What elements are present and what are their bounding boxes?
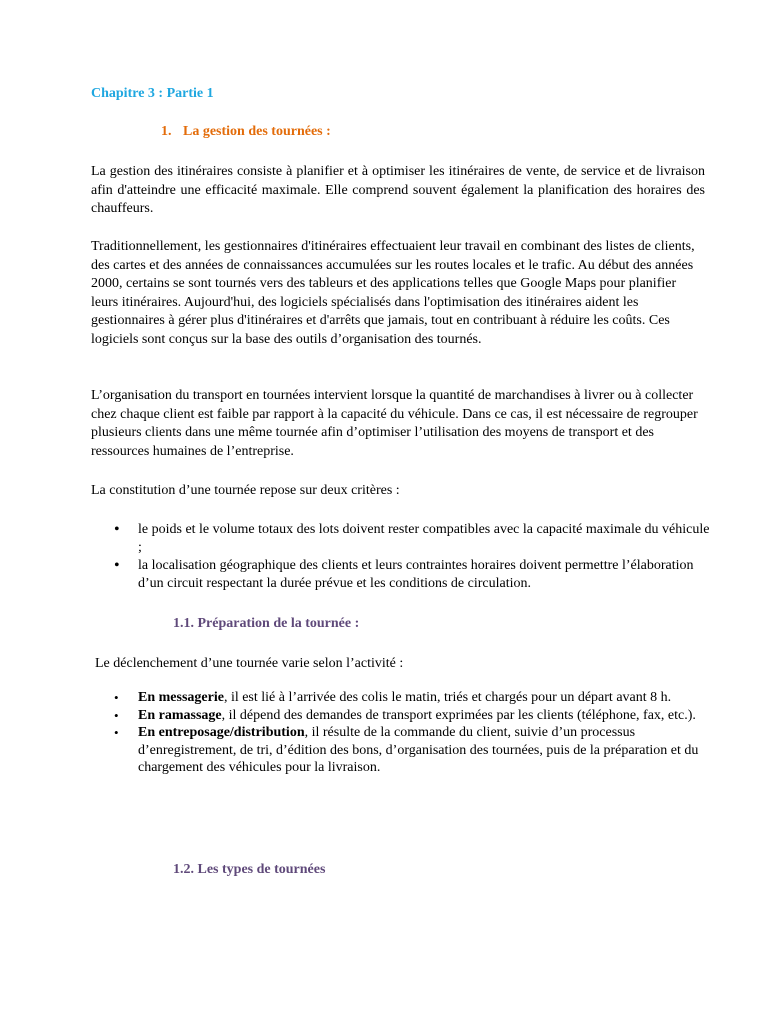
list-item: [112, 557, 712, 592]
subsection-heading-preparation: 1.1. Préparation de la tournée :: [173, 616, 360, 631]
list-item-text: , il est lié à l’arrivée des colis le matin, triés et chargés pour un départ avant 8 h.: [223, 690, 672, 705]
list-item-term: En entreposage/distribution: [138, 725, 305, 740]
list-item: [112, 724, 712, 777]
list-item-term: En messagerie: [138, 690, 224, 705]
paragraph-intro: La gestion des itinéraires consiste à planifier et à optimiser les itinéraires de vente, de service et de livraison afin d'atteindre une efficacité maximale. Elle comprend souvent également la planification des horaires des chauffeurs.: [91, 164, 705, 216]
list-item: [112, 521, 712, 556]
list-item-term: En ramassage: [138, 707, 222, 723]
bullet-icon: •: [114, 557, 120, 574]
section-title: La gestion des tournées :: [183, 124, 331, 139]
activity-list: [112, 689, 712, 777]
bullet-icon: •: [114, 690, 119, 705]
bullet-icon: •: [114, 707, 119, 723]
paragraph-traditional: Traditionnellement, les gestionnaires d'itinéraires effectuaient leur travail en combinant des listes de clients, des cartes et des années de connaissances accumulées sur les routes locales et le trafic. Au début des années 2000, certains se sont tournés vers des tableurs et des applications telles que Google Maps pour planifier leurs itinéraires. Aujourd'hui, des logiciels spécialisés dans l'optimisation des itinéraires aident les gestionnaires à gérer plus d'itinéraires et d'arrêts que jamais, tout en contribuant à réduire les coûts. Ces logiciels sont conçus sur la base des outils d’organisation des tournés.: [91, 239, 695, 347]
paragraph-organisation: L’organisation du transport en tournées intervient lorsque la quantité de marchandises à livrer ou à collecter chez chaque client est faible par rapport à la capacité du véhicule. Dans ce cas, il est nécessaire de regrouper plusieurs clients dans une même tournée afin d’optimiser l’utilisation des moyens de transport et des ressources humaines de l’entreprise.: [91, 388, 698, 459]
paragraph-criteria-intro: La constitution d’une tournée repose sur deux critères :: [91, 483, 400, 498]
list-item-text: la localisation géographique des clients et leurs contraintes horaires doivent permettre l’élaboration d’un circuit respectant la durée prévue et les conditions de circulation.: [138, 558, 694, 591]
bullet-icon: •: [114, 521, 120, 538]
section-heading: [161, 124, 331, 140]
list-item: [112, 707, 712, 725]
section-number: 1.: [161, 124, 172, 139]
list-item-text: , il résulte de la commande du client, suivie d’un processus d’enregistrement, de tri, d’édition des bons, d’organisation des tournées, puis de la préparation et du chargement des véhicules pour la livraison.: [138, 725, 699, 775]
paragraph-trigger-intro: Le déclenchement d’une tournée varie selon l’activité :: [95, 656, 404, 671]
list-item: [112, 689, 712, 707]
subsection-heading-types: 1.2. Les types de tournées: [173, 862, 326, 877]
list-item-text: , il dépend des demandes de transport exprimées par les clients (téléphone, fax, etc.).: [221, 707, 696, 723]
chapter-title: Chapitre 3 : Partie 1: [91, 86, 214, 101]
bullet-icon: •: [114, 725, 119, 740]
criteria-list: [112, 521, 712, 592]
list-item-text: le poids et le volume totaux des lots doivent rester compatibles avec la capacité maximale du véhicule ;: [138, 522, 710, 555]
